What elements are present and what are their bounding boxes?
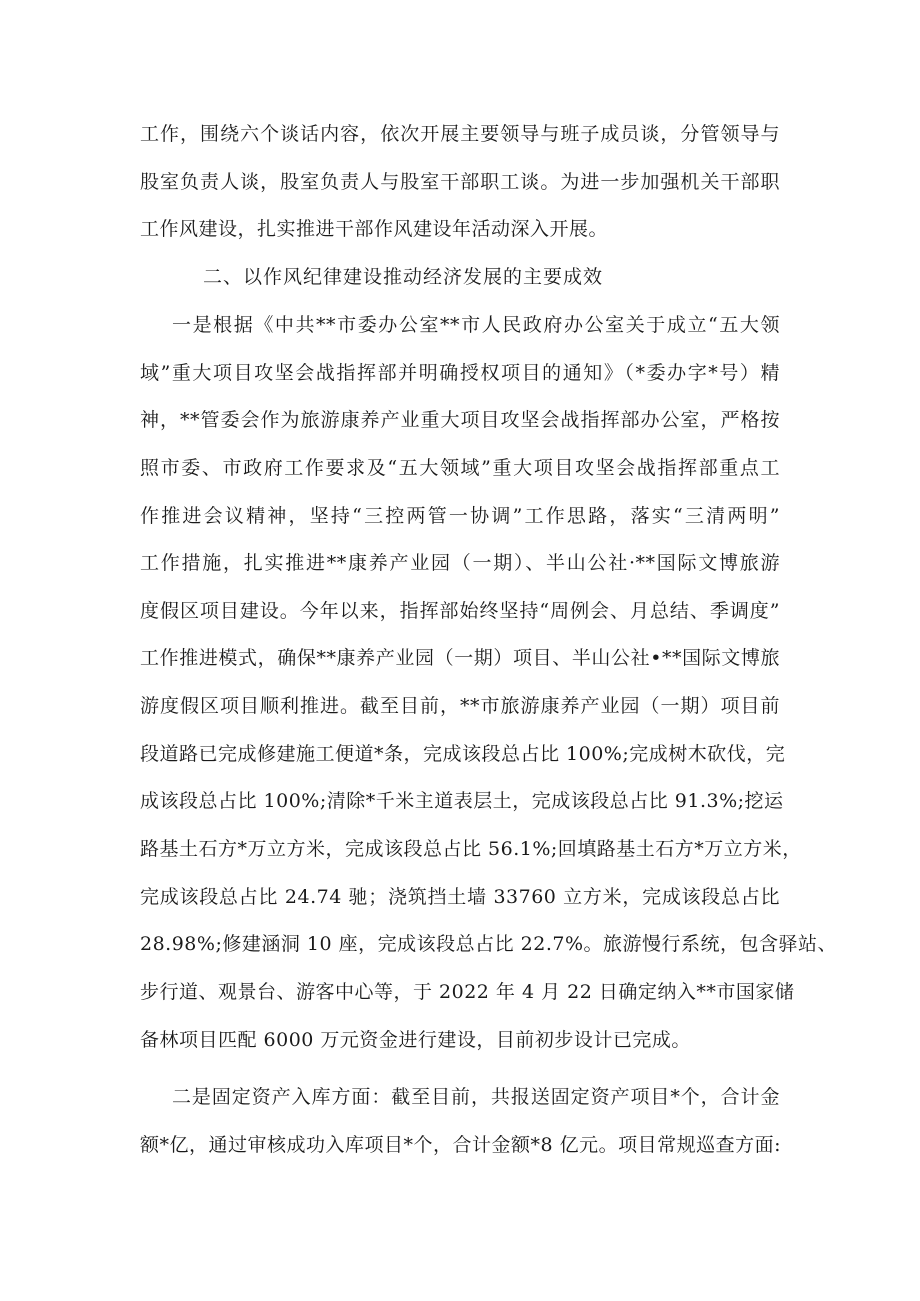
body-text-line: 备林项目匹配 6000 万元资金进行建设，目前初步设计已完成。 — [140, 1029, 691, 1051]
body-text-line: 二是固定资产入库方面：截至目前，共报送固定资产项目*个，合计金 — [172, 1086, 780, 1108]
body-text-line: 工作，围绕六个谈话内容，依次开展主要领导与班子成员谈，分管领导与 — [140, 123, 780, 145]
body-text-line: 工作推进模式，确保**康养产业园（一期）项目、半山公社•**国际文博旅 — [140, 647, 780, 669]
body-text-line: 工作风建设，扎实推进干部作风建设年活动深入开展。 — [140, 218, 609, 240]
section-heading: 二、以作风纪律建设推动经济发展的主要成效 — [203, 266, 604, 288]
body-text-line: 股室负责人谈，股室负责人与股室干部职工谈。为进一步加强机关干部职 — [140, 171, 780, 193]
body-text-line: 作推进会议精神，坚持“三控两管一协调”工作思路，落实“三清两明” — [140, 505, 780, 527]
body-text-line: 额*亿，通过审核成功入库项目*个，合计金额*8 亿元。项目常规巡查方面: — [140, 1134, 782, 1156]
body-text-line: 路基土石方*万立方米，完成该段总占比 56.1%;回填路基土石方*万立方米， — [140, 838, 802, 860]
body-text-line: 成该段总占比 100%;清除*千米主道表层土，完成该段总占比 91.3%;挖运 — [140, 790, 784, 812]
body-text-line: 工作措施，扎实推进**康养产业园（一期）、半山公社·**国际文博旅游 — [140, 552, 780, 574]
body-text-line: 28.98%;修建涵洞 10 座，完成该段总占比 22.7%。旅游慢行系统，包含驿站、 — [140, 933, 838, 955]
body-text-line: 步行道、观景台、游客中心等，于 2022 年 4 月 22 日确定纳入**市国家储 — [140, 981, 795, 1003]
body-text-line: 神，**管委会作为旅游康养产业重大项目攻坚会战指挥部办公室，严格按 — [140, 409, 780, 431]
body-text-line: 域”重大项目攻坚会战指挥部并明确授权项目的通知》（*委办字*号）精 — [140, 362, 780, 384]
body-text-line: 游度假区项目顺利推进。截至目前，**市旅游康养产业园（一期）项目前 — [140, 695, 780, 717]
body-text-line: 照市委、市政府工作要求及“五大领域”重大项目攻坚会战指挥部重点工 — [140, 457, 780, 479]
body-text-line: 度假区项目建设。今年以来，指挥部始终坚持“周例会、月总结、季调度” — [140, 600, 780, 622]
body-text-line: 完成该段总占比 24.74 驰；浇筑挡土墙 33760 立方米，完成该段总占比 — [140, 886, 780, 908]
body-text-line: 段道路已完成修建施工便道*条，完成该段总占比 100%;完成树木砍伐，完 — [140, 743, 786, 765]
body-text-line: 一是根据《中共**市委办公室**市人民政府办公室关于成立“五大领 — [172, 314, 780, 336]
